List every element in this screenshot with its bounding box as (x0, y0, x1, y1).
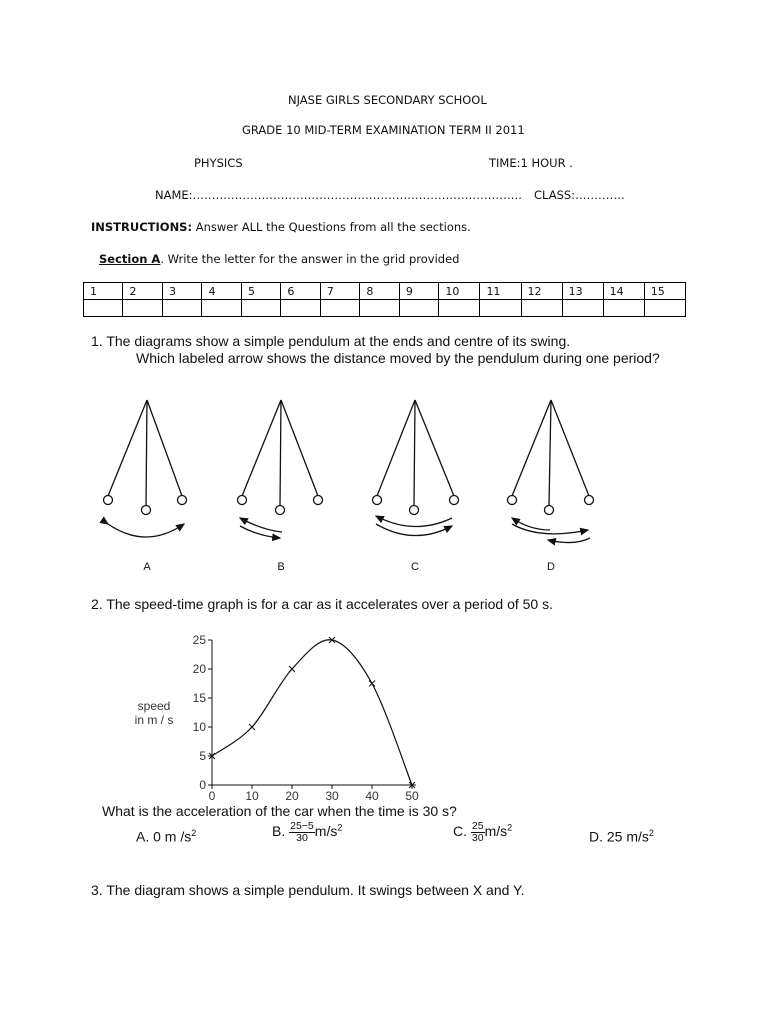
grid-header-cell: 2 (123, 283, 162, 300)
class-field[interactable]: CLASS:…………. (534, 188, 625, 202)
answer-cell[interactable] (320, 300, 359, 317)
answer-cell[interactable] (562, 300, 603, 317)
answer-grid-answer-row[interactable] (84, 300, 686, 317)
option-c-numerator: 25 (471, 820, 484, 832)
option-d[interactable] (589, 828, 654, 845)
pendulum-d (508, 400, 594, 543)
pendulum-a (104, 400, 187, 537)
pendulum-diagrams (0, 390, 768, 580)
y-tick-label: 0 (199, 778, 206, 792)
option-b-sup: 2 (337, 822, 343, 833)
grid-header-cell: 9 (399, 283, 438, 300)
option-c-unit: m/s (484, 823, 508, 840)
pendulum-c (373, 400, 459, 536)
instructions-label: INSTRUCTIONS: (91, 220, 193, 234)
option-c-fraction (471, 821, 485, 844)
pendulum-b (238, 400, 323, 538)
y-tick-label: 25 (192, 633, 206, 647)
option-a-text: A. 0 m /s (136, 828, 192, 845)
answer-cell[interactable] (360, 300, 399, 317)
answer-grid (83, 282, 686, 317)
grid-header-cell: 6 (281, 283, 320, 300)
section-a-label: Section A (99, 252, 161, 266)
section-a-text: . Write the letter for the answer in the grid provided (160, 252, 460, 266)
grid-header-cell: 11 (480, 283, 521, 300)
option-b-unit: m/s (314, 823, 338, 840)
grid-header-cell: 1 (84, 283, 123, 300)
grid-header-cell: 7 (320, 283, 359, 300)
grid-header-cell: 3 (162, 283, 201, 300)
option-c-label: C. (453, 823, 467, 840)
answer-cell[interactable] (162, 300, 201, 317)
x-tick-label: 30 (325, 789, 339, 803)
option-c-sup: 2 (507, 822, 513, 833)
data-point (249, 724, 255, 730)
x-tick-label: 20 (285, 789, 299, 803)
x-tick-label: 40 (365, 789, 379, 803)
y-tick-label: 15 (192, 691, 206, 705)
y-axis-label-line1: speed (137, 699, 171, 713)
question1-line2: Which labeled arrow shows the distance moved by the pendulum during one period? (136, 350, 660, 366)
answer-grid-header-row (84, 283, 686, 300)
option-b[interactable] (272, 821, 342, 844)
subject-label: PHYSICS (194, 156, 243, 170)
option-c-denominator: 30 (471, 832, 484, 844)
option-b-label: B. (272, 823, 286, 840)
option-a-sup: 2 (191, 828, 197, 838)
grid-header-cell: 13 (562, 283, 603, 300)
question2-prompt: What is the acceleration of the car when the time is 30 s? (102, 803, 457, 819)
label-d: D (547, 561, 555, 573)
grid-header-cell: 15 (644, 283, 685, 300)
grid-header-cell: 8 (360, 283, 399, 300)
question2-text: 2. The speed-time graph is for a car as it accelerates over a period of 50 s. (91, 596, 553, 612)
school-name: NJASE GIRLS SECONDARY SCHOOL (288, 93, 487, 107)
answer-cell[interactable] (281, 300, 320, 317)
section-a-heading (99, 252, 459, 266)
option-b-numerator: 25−5 (290, 820, 314, 832)
answer-cell[interactable] (439, 300, 480, 317)
option-b-denominator: 30 (296, 832, 308, 844)
x-tick-label: 0 (208, 789, 216, 803)
instructions (91, 220, 471, 234)
speed-time-graph (120, 628, 440, 804)
y-tick-label: 5 (199, 749, 206, 763)
label-b: B (277, 561, 285, 573)
y-tick-label: 20 (192, 662, 206, 676)
grid-header-cell: 10 (439, 283, 480, 300)
y-tick-label: 10 (192, 720, 206, 734)
option-d-text: D. 25 m/s (589, 828, 649, 845)
option-a[interactable] (136, 828, 196, 845)
answer-cell[interactable] (644, 300, 685, 317)
data-point (369, 681, 375, 687)
grid-header-cell: 14 (603, 283, 644, 300)
data-point (289, 666, 295, 672)
answer-cell[interactable] (123, 300, 162, 317)
option-d-sup: 2 (648, 828, 654, 838)
speed-curve (212, 640, 412, 785)
option-b-fraction (289, 821, 315, 844)
grid-header-cell: 12 (521, 283, 562, 300)
answer-cell[interactable] (603, 300, 644, 317)
option-c[interactable] (453, 821, 512, 844)
answer-cell[interactable] (521, 300, 562, 317)
y-axis-label-line2: in m / s (134, 713, 174, 727)
grid-header-cell: 5 (241, 283, 280, 300)
answer-cell[interactable] (399, 300, 438, 317)
answer-cell[interactable] (202, 300, 241, 317)
question1-line1: 1. The diagrams show a simple pendulum at the ends and centre of its swing. (91, 333, 571, 349)
name-field[interactable]: NAME:………………………………………………………………………….. (155, 188, 522, 202)
x-tick-label: 10 (245, 789, 259, 803)
answer-cell[interactable] (84, 300, 123, 317)
x-tick-label: 50 (405, 789, 419, 803)
grid-header-cell: 4 (202, 283, 241, 300)
label-c: C (411, 561, 419, 573)
answer-cell[interactable] (480, 300, 521, 317)
question3-text: 3. The diagram shows a simple pendulum. It swings between X and Y. (91, 882, 525, 898)
instructions-text: Answer ALL the Questions from all the sections. (192, 220, 471, 234)
time-label: TIME:1 HOUR . (489, 156, 573, 170)
label-a: A (143, 561, 151, 573)
answer-cell[interactable] (241, 300, 280, 317)
exam-title: GRADE 10 MID-TERM EXAMINATION TERM II 2011 (242, 123, 525, 137)
